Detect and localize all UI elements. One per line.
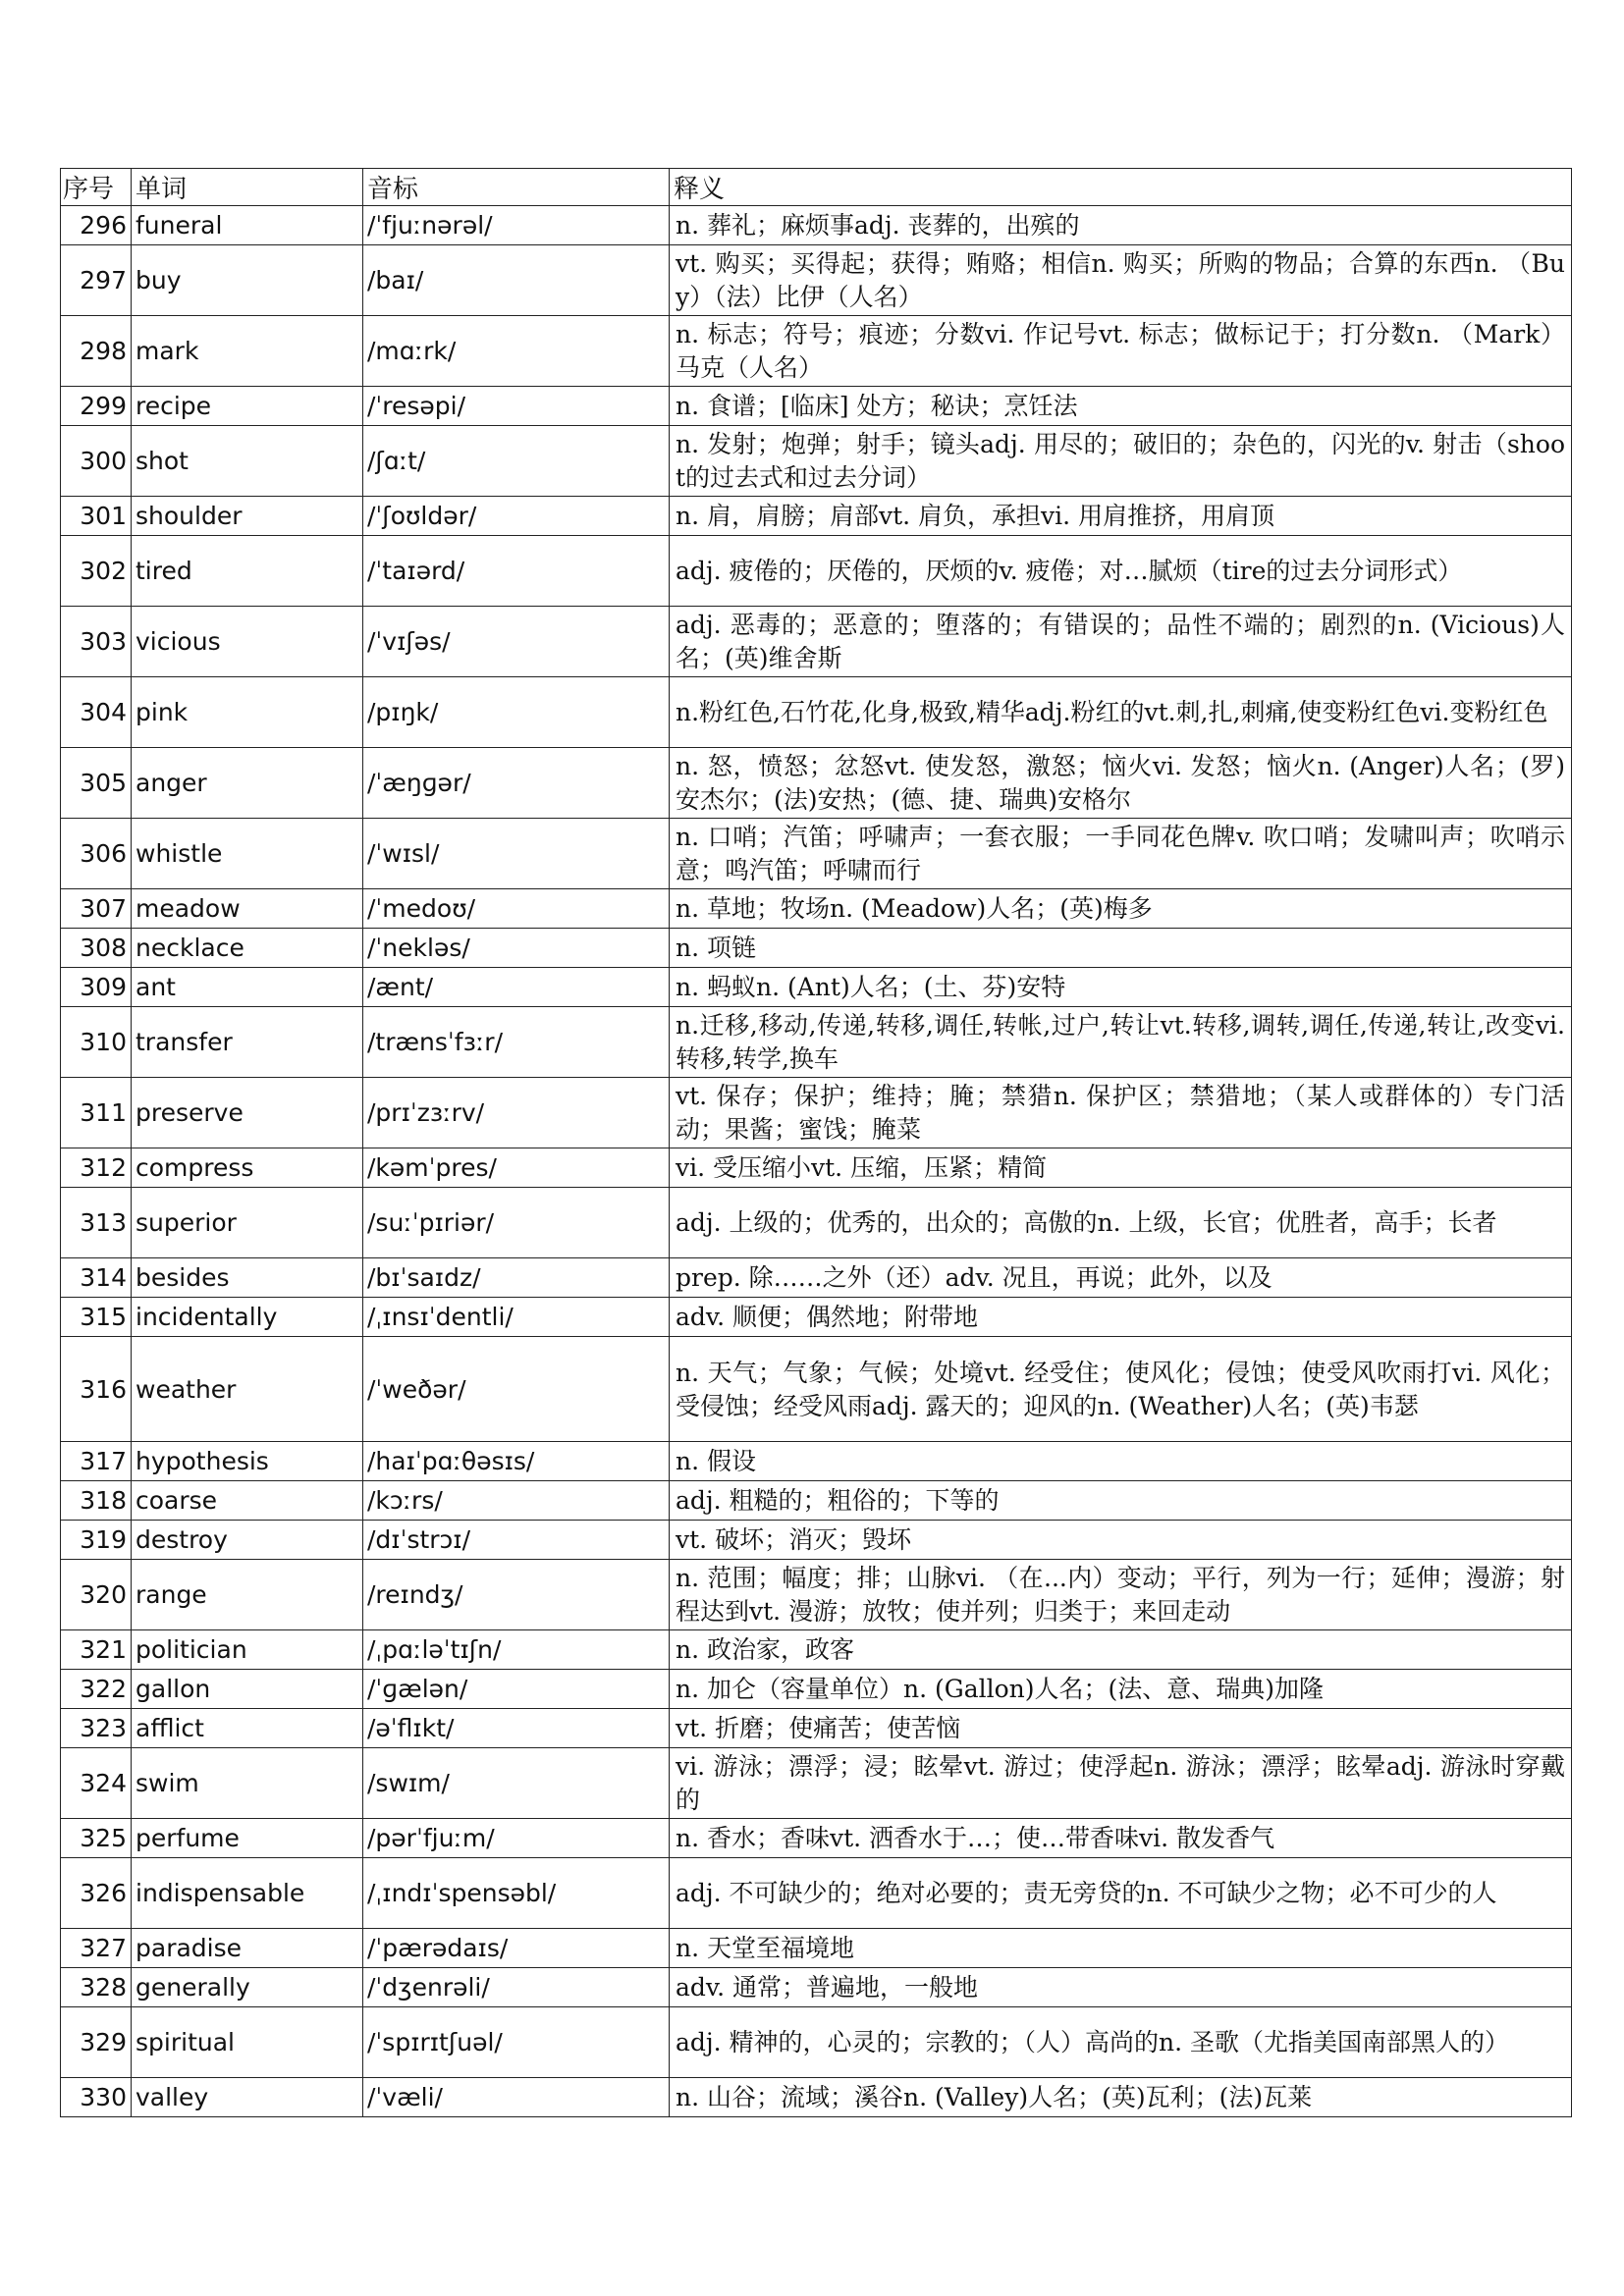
table-row <box>61 1748 1572 1819</box>
row-phonetic: /haɪˈpɑːθəsɪs/ <box>363 1442 670 1481</box>
row-definition: n. 口哨；汽笛；呼啸声；一套衣服；一手同花色牌v. 吹口哨；发啸叫声；吹哨示意；鸣汽笛；呼啸而行 <box>670 819 1572 889</box>
row-definition: n. 香水；香味vt. 洒香水于…；使…带香味vi. 散发香气 <box>670 1819 1572 1858</box>
row-phonetic: /pərˈfjuːm/ <box>363 1819 670 1858</box>
table-header <box>61 169 1572 206</box>
row-number: 327 <box>61 1929 132 1968</box>
row-phonetic: /ˈweðər/ <box>363 1337 670 1442</box>
row-word: weather <box>132 1337 363 1442</box>
table-row <box>61 497 1572 536</box>
table-row <box>61 819 1572 889</box>
table-row <box>61 1819 1572 1858</box>
row-number: 330 <box>61 2078 132 2117</box>
row-word: whistle <box>132 819 363 889</box>
row-phonetic: /kəmˈpres/ <box>363 1148 670 1188</box>
row-phonetic: /ˈvɪʃəs/ <box>363 607 670 677</box>
header-number: 序号 <box>61 169 132 206</box>
row-number: 305 <box>61 748 132 819</box>
row-definition: vt. 购买；买得起；获得；贿赂；相信n. 购买；所购的物品；合算的东西n. （Buy）（法）比伊（人名） <box>670 245 1572 316</box>
row-word: buy <box>132 245 363 316</box>
row-phonetic: /ˈtaɪərd/ <box>363 536 670 607</box>
row-definition: vi. 受压缩小vt. 压缩，压紧；精简 <box>670 1148 1572 1188</box>
row-number: 310 <box>61 1007 132 1078</box>
row-phonetic: /ʃɑːt/ <box>363 426 670 497</box>
row-phonetic: /ˈmedoʊ/ <box>363 889 670 929</box>
row-number: 315 <box>61 1298 132 1337</box>
row-phonetic: /ˈspɪrɪtʃuəl/ <box>363 2007 670 2078</box>
row-definition: adj. 恶毒的；恶意的；堕落的；有错误的；品性不端的；剧烈的n. (Vicious)人名；(英)维舍斯 <box>670 607 1572 677</box>
row-number: 301 <box>61 497 132 536</box>
table-row <box>61 1521 1572 1560</box>
row-phonetic: /ˈfjuːnərəl/ <box>363 206 670 245</box>
row-definition: n. 范围；幅度；排；山脉vi. （在...内）变动；平行，列为一行；延伸；漫游；射程达到vt. 漫游；放牧；使并列；归类于；来回走动 <box>670 1560 1572 1630</box>
row-word: hypothesis <box>132 1442 363 1481</box>
row-definition: n. 怒，愤怒；忿怒vt. 使发怒，激怒；恼火vi. 发怒；恼火n. (Anger)人名；(罗)安杰尔；(法)安热；(德、捷、瑞典)安格尔 <box>670 748 1572 819</box>
table-row <box>61 1442 1572 1481</box>
row-definition: prep. 除……之外（还）adv. 况且，再说；此外，以及 <box>670 1258 1572 1298</box>
table-row <box>61 1337 1572 1442</box>
header-word: 单词 <box>132 169 363 206</box>
table-row <box>61 748 1572 819</box>
row-phonetic: /dɪˈstrɔɪ/ <box>363 1521 670 1560</box>
row-number: 313 <box>61 1188 132 1258</box>
table-row <box>61 968 1572 1007</box>
row-definition: n. 标志；符号；痕迹；分数vi. 作记号vt. 标志；做标记于；打分数n. （Mark）马克（人名） <box>670 316 1572 387</box>
row-definition: n. 草地；牧场n. (Meadow)人名；(英)梅多 <box>670 889 1572 929</box>
row-phonetic: /ˈdʒenrəli/ <box>363 1968 670 2007</box>
row-definition: n. 葬礼；麻烦事adj. 丧葬的，出殡的 <box>670 206 1572 245</box>
row-definition: n. 项链 <box>670 929 1572 968</box>
row-phonetic: /pɪŋk/ <box>363 677 670 748</box>
row-definition: n. 食谱；[临床] 处方；秘诀；烹饪法 <box>670 387 1572 426</box>
row-phonetic: /mɑːrk/ <box>363 316 670 387</box>
row-number: 326 <box>61 1858 132 1929</box>
table-row <box>61 2007 1572 2078</box>
row-phonetic: /ˈvæli/ <box>363 2078 670 2117</box>
row-phonetic: /baɪ/ <box>363 245 670 316</box>
row-phonetic: /prɪˈzɜːrv/ <box>363 1078 670 1148</box>
row-phonetic: /ˈʃoʊldər/ <box>363 497 670 536</box>
row-word: mark <box>132 316 363 387</box>
row-word: superior <box>132 1188 363 1258</box>
table-row <box>61 1670 1572 1709</box>
table-body <box>61 206 1572 2117</box>
row-number: 299 <box>61 387 132 426</box>
row-number: 329 <box>61 2007 132 2078</box>
row-definition: vt. 保存；保护；维持；腌；禁猎n. 保护区；禁猎地；（某人或群体的）专门活动；果酱；蜜饯；腌菜 <box>670 1078 1572 1148</box>
row-word: gallon <box>132 1670 363 1709</box>
row-definition: vt. 折磨；使痛苦；使苦恼 <box>670 1709 1572 1748</box>
row-definition: adj. 粗糙的；粗俗的；下等的 <box>670 1481 1572 1521</box>
row-word: vicious <box>132 607 363 677</box>
row-phonetic: /ˈɡælən/ <box>363 1670 670 1709</box>
table-row <box>61 206 1572 245</box>
row-number: 304 <box>61 677 132 748</box>
table-row <box>61 1968 1572 2007</box>
row-definition: n.迁移,移动,传递,转移,调任,转帐,过户,转让vt.转移,调转,调任,传递,转让,改变vi.转移,转学,换车 <box>670 1007 1572 1078</box>
table-row <box>61 607 1572 677</box>
row-phonetic: /ˈwɪsl/ <box>363 819 670 889</box>
table-row <box>61 1148 1572 1188</box>
row-number: 298 <box>61 316 132 387</box>
row-definition: n. 假设 <box>670 1442 1572 1481</box>
table-row <box>61 245 1572 316</box>
table-row <box>61 1188 1572 1258</box>
row-definition: n. 肩，肩膀；肩部vt. 肩负，承担vi. 用肩推挤，用肩顶 <box>670 497 1572 536</box>
row-word: indispensable <box>132 1858 363 1929</box>
table-row <box>61 1258 1572 1298</box>
table-row <box>61 536 1572 607</box>
table-row <box>61 1929 1572 1968</box>
row-word: spiritual <box>132 2007 363 2078</box>
table-row <box>61 677 1572 748</box>
table-row <box>61 1630 1572 1670</box>
row-phonetic: /ænt/ <box>363 968 670 1007</box>
row-number: 308 <box>61 929 132 968</box>
row-number: 300 <box>61 426 132 497</box>
row-word: paradise <box>132 1929 363 1968</box>
row-word: destroy <box>132 1521 363 1560</box>
row-number: 321 <box>61 1630 132 1670</box>
row-number: 319 <box>61 1521 132 1560</box>
row-number: 318 <box>61 1481 132 1521</box>
row-definition: n. 天气；气象；气候；处境vt. 经受住；使风化；侵蚀；使受风吹雨打vi. 风化；受侵蚀；经受风雨adj. 露天的；迎风的n. (Weather)人名；(英)韦瑟 <box>670 1337 1572 1442</box>
row-number: 306 <box>61 819 132 889</box>
row-number: 328 <box>61 1968 132 2007</box>
row-word: necklace <box>132 929 363 968</box>
row-phonetic: /suːˈpɪriər/ <box>363 1188 670 1258</box>
row-phonetic: /ˈpærədaɪs/ <box>363 1929 670 1968</box>
row-phonetic: /ˈresəpi/ <box>363 387 670 426</box>
row-word: tired <box>132 536 363 607</box>
row-word: shot <box>132 426 363 497</box>
row-definition: n. 政治家，政客 <box>670 1630 1572 1670</box>
row-word: shoulder <box>132 497 363 536</box>
row-definition: n. 蚂蚁n. (Ant)人名；(土、芬)安特 <box>670 968 1572 1007</box>
row-word: incidentally <box>132 1298 363 1337</box>
table-row <box>61 316 1572 387</box>
row-word: funeral <box>132 206 363 245</box>
row-word: besides <box>132 1258 363 1298</box>
row-number: 323 <box>61 1709 132 1748</box>
row-word: perfume <box>132 1819 363 1858</box>
header-row <box>61 169 1572 206</box>
row-number: 311 <box>61 1078 132 1148</box>
row-definition: n. 加仑（容量单位）n. (Gallon)人名；(法、意、瑞典)加隆 <box>670 1670 1572 1709</box>
row-number: 325 <box>61 1819 132 1858</box>
row-word: ant <box>132 968 363 1007</box>
row-phonetic: /ˌpɑːləˈtɪʃn/ <box>363 1630 670 1670</box>
table-row <box>61 1709 1572 1748</box>
table-row <box>61 2078 1572 2117</box>
table-row <box>61 387 1572 426</box>
row-definition: adj. 不可缺少的；绝对必要的；责无旁贷的n. 不可缺少之物；必不可少的人 <box>670 1858 1572 1929</box>
row-phonetic: /reɪndʒ/ <box>363 1560 670 1630</box>
table-row <box>61 929 1572 968</box>
row-word: meadow <box>132 889 363 929</box>
row-number: 320 <box>61 1560 132 1630</box>
row-definition: adj. 疲倦的；厌倦的，厌烦的v. 疲倦；对…腻烦（tire的过去分词形式） <box>670 536 1572 607</box>
table-row <box>61 1078 1572 1148</box>
row-word: compress <box>132 1148 363 1188</box>
row-definition: adj. 上级的；优秀的，出众的；高傲的n. 上级，长官；优胜者，高手；长者 <box>670 1188 1572 1258</box>
row-number: 302 <box>61 536 132 607</box>
table-row <box>61 1858 1572 1929</box>
row-word: swim <box>132 1748 363 1819</box>
row-word: politician <box>132 1630 363 1670</box>
row-phonetic: /ˈæŋɡər/ <box>363 748 670 819</box>
row-phonetic: /bɪˈsaɪdz/ <box>363 1258 670 1298</box>
row-phonetic: /ˌɪnsɪˈdentli/ <box>363 1298 670 1337</box>
table-row <box>61 889 1572 929</box>
row-number: 303 <box>61 607 132 677</box>
row-definition: n.粉红色,石竹花,化身,极致,精华adj.粉红的vt.刺,扎,刺痛,使变粉红色vi.变粉红色 <box>670 677 1572 748</box>
row-definition: vt. 破坏；消灭；毁坏 <box>670 1521 1572 1560</box>
row-phonetic: /ˈnekləs/ <box>363 929 670 968</box>
table-row <box>61 1007 1572 1078</box>
row-number: 296 <box>61 206 132 245</box>
row-phonetic: /əˈflɪkt/ <box>363 1709 670 1748</box>
row-definition: adv. 顺便；偶然地；附带地 <box>670 1298 1572 1337</box>
header-definition: 释义 <box>670 169 1572 206</box>
row-definition: vi. 游泳；漂浮；浸；眩晕vt. 游过；使浮起n. 游泳；漂浮；眩晕adj. 游泳时穿戴的 <box>670 1748 1572 1819</box>
table-row <box>61 1481 1572 1521</box>
row-word: afflict <box>132 1709 363 1748</box>
row-definition: n. 山谷；流域；溪谷n. (Valley)人名；(英)瓦利；(法)瓦莱 <box>670 2078 1572 2117</box>
row-phonetic: /kɔːrs/ <box>363 1481 670 1521</box>
row-phonetic: /swɪm/ <box>363 1748 670 1819</box>
row-number: 297 <box>61 245 132 316</box>
row-definition: n. 发射；炮弹；射手；镜头adj. 用尽的；破旧的；杂色的，闪光的v. 射击（shoot的过去式和过去分词） <box>670 426 1572 497</box>
row-word: range <box>132 1560 363 1630</box>
row-word: anger <box>132 748 363 819</box>
table-row <box>61 1298 1572 1337</box>
row-number: 317 <box>61 1442 132 1481</box>
row-phonetic: /ˌɪndɪˈspensəbl/ <box>363 1858 670 1929</box>
row-number: 307 <box>61 889 132 929</box>
table-row <box>61 1560 1572 1630</box>
row-number: 316 <box>61 1337 132 1442</box>
row-word: recipe <box>132 387 363 426</box>
row-definition: adv. 通常；普遍地，一般地 <box>670 1968 1572 2007</box>
row-number: 322 <box>61 1670 132 1709</box>
row-word: coarse <box>132 1481 363 1521</box>
header-phonetic: 音标 <box>363 169 670 206</box>
row-definition: adj. 精神的，心灵的；宗教的；（人）高尚的n. 圣歌（尤指美国南部黑人的） <box>670 2007 1572 2078</box>
table-row <box>61 426 1572 497</box>
row-number: 324 <box>61 1748 132 1819</box>
row-word: valley <box>132 2078 363 2117</box>
row-word: generally <box>132 1968 363 2007</box>
row-word: pink <box>132 677 363 748</box>
vocabulary-table <box>60 168 1572 2117</box>
row-word: transfer <box>132 1007 363 1078</box>
row-number: 314 <box>61 1258 132 1298</box>
row-number: 309 <box>61 968 132 1007</box>
row-phonetic: /trænsˈfɜːr/ <box>363 1007 670 1078</box>
row-word: preserve <box>132 1078 363 1148</box>
row-number: 312 <box>61 1148 132 1188</box>
row-definition: n. 天堂至福境地 <box>670 1929 1572 1968</box>
